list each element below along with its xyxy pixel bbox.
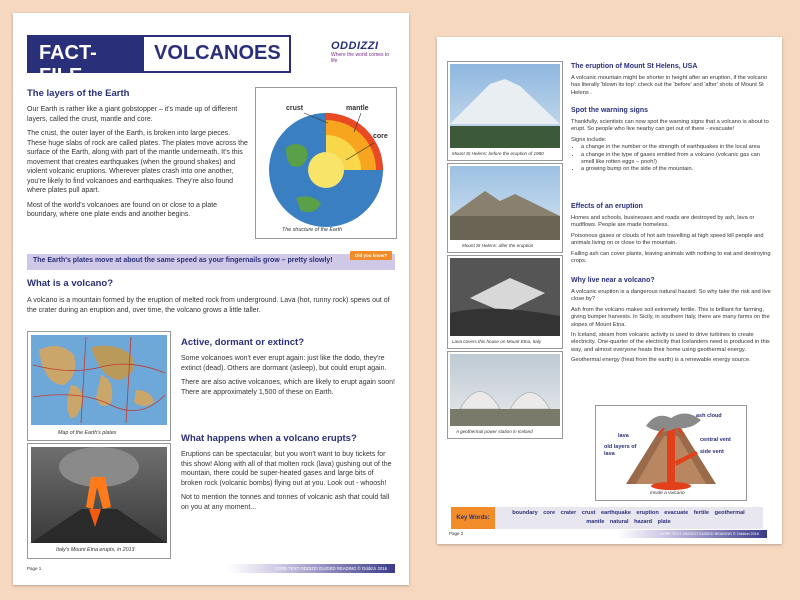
label-central-vent: central vent [700,437,731,443]
after-caption: Mount St Helens: after the eruption [462,243,534,248]
what-heading: What is a volcano? [27,278,114,289]
label-lava: lava [618,433,629,439]
key-words-list: boundary core crater crust earthquake eruption evacuate fertile geothermal mantle natural hazard plate [512,510,745,525]
before-caption: Mount St Helens: before the eruption of 1980 [452,151,544,156]
effects-heading: Effects of an eruption [571,203,643,210]
happens-p1: Eruptions can be spectacular, but you won't want to buy tickets for this show! Along with all of that molten rock (lava) gushing out of the mountain, there could be super-heated gases and large bits of broken rock (volcanic bombs) flying out at you. Look out - whoosh! [181,451,392,487]
did-you-know-badge: Did you know? [350,251,392,260]
why-p4: Geothermal energy (heat from the earth) is a renewable energy source. [571,357,751,364]
list-item: • a change in the type of gases emitted from a volcano (volcanic gas can smell like rotten eggs – pooh!) [581,152,773,167]
list-item: • a change in the number or the strength of earthquakes in the local area [581,144,773,151]
key-words-label: Key Words: [451,507,495,529]
label-mantle: mantle [346,105,369,112]
active-p2: There are also active volcanoes, which are likely to erupt again soon! There are approximately 1,500 of these on Earth. [181,379,396,396]
lava-house-photo [450,258,560,336]
warning-text [571,119,773,174]
footer-bar: CORE TEXT ODDIZZI GUIDED READING © Oddizzi 2016 [617,530,767,538]
fact-file-page-1 [13,13,409,585]
label-crust: crust [286,105,304,112]
happens-p2: Not to mention the tonnes and tonnes of volcanic ash that could fall on you at any moment... [181,494,390,511]
lava-house-box [447,255,563,349]
oddizzi-logo [331,40,393,64]
fact-file-page-2 [437,37,782,544]
effects-p2: Poisonous gases or clouds of hot ash travelling at high speed kill people and animals living on or close to the mountain. [571,232,764,247]
label-ash-cloud: ash cloud [696,413,722,419]
inside-caption: Inside a volcano [650,491,685,496]
why-p2: Ash from the volcano makes soil extremely fertile. This is brilliant for farming, giving bumper harvests. In Sicily, in southern Italy, there are many farms on the slopes of Mount Etna. [571,306,770,328]
geothermal-photo [450,354,560,426]
active-heading: Active, dormant or extinct? [181,337,304,348]
page-number: Page 2 [449,531,464,536]
effects-text [571,215,773,268]
why-p3: In Iceland, steam from volcanic activity is used to drive turbines to create electricity. One-quarter of the electricity that Icelanders need is produced in this way, and almost everyone heats their home using geothermal energy. [571,332,770,353]
effects-p3: Falling ash can cover plants, leaving animals with nothing to eat and destroying crops. [571,250,771,265]
etna-photo-box [27,443,171,559]
sthelens-after-photo [450,166,560,240]
why-heading: Why live near a volcano? [571,277,655,284]
happens-heading: What happens when a volcano erupts? [181,433,357,444]
layers-p1: Our Earth is rather like a giant gobstopper – it's made up of different layers, called the crust, mantle and core. [27,106,238,123]
footer-bar: CORE TEXT ODDIZZI GUIDED READING © Oddizzi 2016 [228,564,395,573]
geo-caption: A geothermal power station in Iceland [456,429,533,434]
warning-p1: Thankfully, scientists can now spot the warning signs that a volcano is about to erupt. So people who live nearby can get out of there - evacuate! [571,119,769,133]
sthelens-after-box [447,163,563,253]
etna-eruption-photo [31,447,167,543]
happens-text [181,450,395,517]
did-you-know-band [27,254,395,270]
lava-caption: Lava covers this house on Mount Etna, Italy [452,339,542,344]
warning-heading: Spot the warning signs [571,107,649,114]
sthelens-before-box [447,61,563,161]
layers-p3: Most of the world's volcanoes are found on or close to a plate boundary, where one plate ends and another begins. [27,201,218,218]
page-title: VOLCANOES [154,42,281,64]
earth-caption: The structure of the Earth [282,227,343,233]
map-caption: Map of the Earth's plates [58,430,117,436]
why-p1: A volcanic eruption is a dangerous natural hazard. So why take the risk and live close by? [571,289,771,303]
warning-p2: Signs include: [571,136,607,143]
sthelens-text: A volcanic mountain might be shorter in height after an eruption, if the volcano has literally 'blown its top': check out the 'before' and 'after' shots of Mount St Helens . [571,75,768,96]
what-text: A volcano is a mountain formed by the eruption of melted rock from underground. Lava (hot, runny rock) spews out of the crater during an eruption and, over time, the volcano grows a little taller. [27,297,390,314]
layers-p2: The crust, the outer layer of the Earth, is broken into large pieces. These huge slabs of rock are called plates. The plates move across the surface of the Earth, along with part of the mantle underneath. It's this movement that creates earthquakes (when the ground shakes) and violent volcanic eruptions. Wherever plates crash into one another, you're likely to find volcanoes and earthquakes. They're also found where plates pull apart. [27,130,248,194]
why-text [571,289,773,368]
key-words-bar [451,507,763,529]
warning-list [571,144,773,174]
label-core: core [373,133,388,140]
sthelens-heading: The eruption of Mount St Helens, USA [571,63,698,70]
layers-heading: The layers of the Earth [27,88,130,99]
banner-fact-file: FACT-FILE [29,37,144,71]
list-item: • a growing bump on the side of the mountain. [581,166,773,173]
earth-layers-illustration [256,88,396,228]
did-you-know-text: The Earth's plates move at about the same speed as your fingernails grow – pretty slowly! [33,257,333,264]
sthelens-before-photo [450,64,560,148]
active-p1: Some volcanoes won't ever erupt again: just like the dodo, they're extinct (dead). Others are dormant (asleep), but could erupt again. [181,355,387,372]
page-number: Page 1 [27,566,42,571]
effects-p1: Homes and schools, businesses and roads are destroyed by ash, lava or mudflows. People are made homeless. [571,215,755,229]
geothermal-box [447,351,563,439]
label-old-layers: old layers of lava [604,444,637,457]
earth-structure-diagram [255,87,397,239]
plates-map-box [27,331,171,441]
logo-tagline: Where the world comes to life [331,52,390,64]
inside-volcano-diagram [595,405,747,501]
layers-text [27,105,249,225]
title-banner [27,35,291,87]
etna-caption: Italy's Mount Etna erupts, in 2013 [56,547,135,553]
logo-text: ODDIZZI [331,40,379,52]
plates-map-image [31,335,167,425]
active-text [181,354,395,402]
label-side-vent: side vent [700,449,724,455]
